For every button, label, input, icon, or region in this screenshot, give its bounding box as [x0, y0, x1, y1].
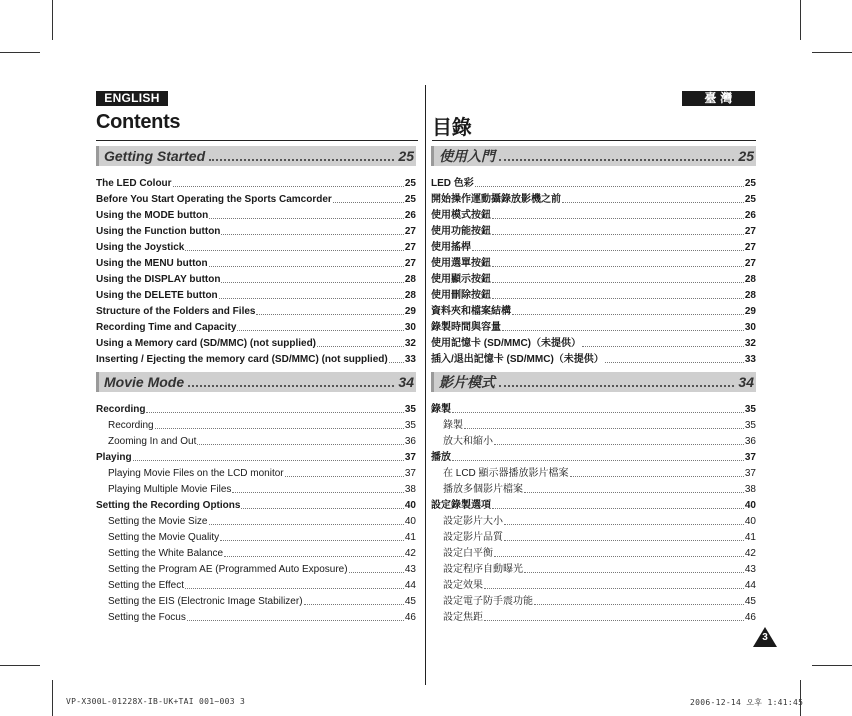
toc-entry-page: 27: [404, 242, 416, 253]
crop-mark: [0, 665, 40, 666]
toc-entry: [431, 318, 756, 334]
toc-entry-label: Using a Memory card (SD/MMC) (not supplied): [96, 338, 317, 349]
toc-entry-page: 29: [404, 306, 416, 317]
section-heading: [96, 146, 416, 166]
toc-entry: [431, 448, 756, 464]
dot-leader: [492, 508, 744, 509]
toc-entry: [431, 496, 756, 512]
dot-leader: [232, 492, 403, 493]
dot-leader: [502, 330, 744, 331]
dot-leader: [197, 444, 403, 445]
dot-leader: [333, 202, 404, 203]
toc-entry-label: 錄製時間與容量: [431, 322, 501, 333]
language-badge-english: ENGLISH: [96, 91, 168, 106]
toc-entry-label: Setting the Movie Size: [108, 516, 208, 527]
toc-entry: [96, 496, 416, 512]
toc-entry-label: Before You Start Operating the Sports Camcorder: [96, 194, 332, 205]
toc-entry: [96, 480, 416, 496]
toc-entry-label: Using the Joystick: [96, 242, 185, 253]
toc-entry-page: 46: [404, 612, 416, 623]
toc-entry-page: 25: [404, 194, 416, 205]
toc-entry: [431, 206, 756, 222]
toc-entry-page: 43: [744, 564, 756, 575]
toc-entry-label: 使用顯示按鈕: [431, 274, 491, 285]
toc-entry-page: 25: [744, 178, 756, 189]
dot-leader: [452, 412, 744, 413]
toc-entry-label: Setting the Focus: [108, 612, 186, 623]
footer-file-info: VP-X300L-01228X-IB-UK+TAI 001~003 3: [66, 697, 246, 706]
toc-entry-page: 46: [744, 612, 756, 623]
toc-entry-page: 25: [744, 194, 756, 205]
toc-entry-label: Using the DISPLAY button: [96, 274, 221, 285]
toc-entry-label: 設定影片大小: [443, 516, 503, 527]
toc-entry-page: 26: [404, 210, 416, 221]
toc-entry: [96, 560, 416, 576]
toc-entry-label: 使用記憶卡 (SD/MMC)（未提供）: [431, 338, 581, 349]
toc-entry-page: 28: [404, 274, 416, 285]
dot-leader: [209, 218, 404, 219]
toc-entry: [96, 190, 416, 206]
toc-entry: [96, 416, 416, 432]
toc-entry: [431, 190, 756, 206]
dot-leader: [494, 444, 744, 445]
dot-leader: [317, 346, 404, 347]
toc-entry: [96, 448, 416, 464]
section-heading: [431, 146, 756, 166]
toc-entry-page: 37: [404, 452, 416, 463]
toc-entry-page: 41: [744, 532, 756, 543]
toc-entry-label: 使用模式按鈕: [431, 210, 491, 221]
dot-leader: [155, 428, 404, 429]
toc-entry-page: 35: [404, 404, 416, 415]
toc-entry-page: 43: [404, 564, 416, 575]
dot-leader: [534, 604, 744, 605]
dot-leader: [605, 362, 744, 363]
toc-entry-page: 33: [404, 354, 416, 365]
toc-entry: [96, 302, 416, 318]
toc-entry-label: Structure of the Folders and Files: [96, 306, 256, 317]
toc-entry: [431, 174, 756, 190]
toc-entry-page: 27: [744, 242, 756, 253]
toc-entry-label: 播放多個影片檔案: [443, 484, 523, 495]
toc-entry: [431, 334, 756, 350]
toc-entry-page: 38: [404, 484, 416, 495]
toc-entry-label: 設定電子防手震功能: [443, 596, 533, 607]
toc-entry: [431, 560, 756, 576]
dot-leader: [492, 282, 744, 283]
toc-entry-page: 28: [744, 274, 756, 285]
section-heading: [431, 372, 756, 392]
dot-leader: [562, 202, 744, 203]
toc-entry-label: Playing: [96, 452, 132, 463]
dot-leader: [472, 250, 744, 251]
dot-leader: [452, 460, 744, 461]
toc-entry-label: 開始操作運動攝錄放影機之前: [431, 194, 561, 205]
toc-entry-page: 40: [404, 516, 416, 527]
page-title-chinese: 目錄: [432, 115, 472, 139]
dot-leader: [504, 524, 744, 525]
toc-entry: [431, 302, 756, 318]
dot-leader: [173, 186, 404, 187]
footer-timestamp: 2006-12-14 오후 1:41:45: [690, 698, 804, 707]
dot-leader: [209, 159, 394, 161]
toc-entry: [431, 592, 756, 608]
dot-leader: [499, 385, 734, 387]
toc-entry-page: 41: [404, 532, 416, 543]
toc-entry-page: 27: [404, 258, 416, 269]
crop-mark: [800, 0, 801, 40]
dot-leader: [304, 604, 404, 605]
section-page: 34: [738, 374, 754, 390]
toc-column-english: [96, 140, 416, 624]
crop-mark: [52, 680, 53, 716]
toc-entry: [96, 350, 416, 366]
crop-mark: [52, 0, 53, 40]
page-number: 3: [762, 632, 768, 643]
dot-leader: [524, 572, 744, 573]
section-title: 影片模式: [439, 374, 495, 390]
page-number-badge: [753, 627, 777, 647]
toc-entry: [96, 592, 416, 608]
toc-entry-page: 25: [404, 178, 416, 189]
toc-entry-page: 35: [744, 404, 756, 415]
toc-entry-label: Setting the Program AE (Programmed Auto Exposure): [108, 564, 348, 575]
toc-entry: [96, 206, 416, 222]
toc-entry-label: Setting the Effect: [108, 580, 184, 591]
toc-entry: [96, 286, 416, 302]
dot-leader: [504, 540, 744, 541]
column-divider: [425, 85, 426, 685]
dot-leader: [185, 250, 404, 251]
dot-leader: [582, 346, 744, 347]
toc-entry-page: 42: [744, 548, 756, 559]
dot-leader: [221, 234, 403, 235]
toc-entry: [431, 432, 756, 448]
toc-entry-label: 使用搖桿: [431, 242, 471, 253]
section-page: 25: [398, 148, 414, 164]
dot-leader: [484, 620, 744, 621]
toc-entry-page: 36: [744, 436, 756, 447]
dot-leader: [209, 266, 404, 267]
toc-entry-label: 設定影片品質: [443, 532, 503, 543]
section-title: 使用入門: [439, 148, 495, 164]
dot-leader: [209, 524, 404, 525]
toc-entry-page: 40: [744, 500, 756, 511]
toc-entry-label: The LED Colour: [96, 178, 172, 189]
toc-entry-page: 37: [404, 468, 416, 479]
toc-entry-page: 35: [404, 420, 416, 431]
dot-leader: [492, 234, 744, 235]
toc-entry-label: Inserting / Ejecting the memory card (SD/MMC) (not supplied): [96, 354, 388, 365]
toc-entry: [96, 512, 416, 528]
dot-leader: [185, 588, 404, 589]
toc-entry-page: 30: [404, 322, 416, 333]
toc-entry-page: 32: [744, 338, 756, 349]
dot-leader: [256, 314, 403, 315]
toc-entry-label: 設定白平衡: [443, 548, 493, 559]
toc-entry-page: 27: [744, 258, 756, 269]
toc-entry-label: Playing Multiple Movie Files: [108, 484, 232, 495]
toc-entry: [431, 576, 756, 592]
crop-mark: [0, 52, 40, 53]
toc-entry: [431, 480, 756, 496]
dot-leader: [146, 412, 403, 413]
toc-entry-label: Recording: [96, 404, 146, 415]
toc-entry-label: 設定焦距: [443, 612, 483, 623]
dot-leader: [241, 508, 403, 509]
toc-entry-label: Recording Time and Capacity: [96, 322, 237, 333]
toc-entry-page: 40: [404, 500, 416, 511]
toc-entry: [96, 254, 416, 270]
toc-entry: [431, 400, 756, 416]
dot-leader: [492, 266, 744, 267]
toc-entry: [96, 432, 416, 448]
toc-entry: [431, 238, 756, 254]
toc-entry-page: 35: [744, 420, 756, 431]
toc-entry: [96, 174, 416, 190]
toc-entry-label: Setting the Recording Options: [96, 500, 241, 511]
toc-entry-label: 資料夾和檔案結構: [431, 306, 511, 317]
dot-leader: [285, 476, 404, 477]
toc-entry: [96, 318, 416, 334]
dot-leader: [464, 428, 744, 429]
toc-entry-page: 29: [744, 306, 756, 317]
toc-entry-page: 28: [404, 290, 416, 301]
dot-leader: [133, 460, 404, 461]
page-title-english: Contents: [96, 111, 181, 133]
crop-mark: [812, 665, 852, 666]
dot-leader: [187, 620, 404, 621]
toc-entry-page: 45: [744, 596, 756, 607]
toc-entry: [96, 464, 416, 480]
toc-entry: [96, 238, 416, 254]
toc-entry-label: Using the MENU button: [96, 258, 208, 269]
toc-entry-label: Setting the Movie Quality: [108, 532, 220, 543]
toc-entry-label: LED 色彩: [431, 178, 474, 189]
toc-entry-page: 37: [744, 468, 756, 479]
toc-entry-page: 36: [404, 436, 416, 447]
toc-entry-page: 44: [744, 580, 756, 591]
toc-entry: [96, 270, 416, 286]
dot-leader: [570, 476, 744, 477]
dot-leader: [237, 330, 403, 331]
toc-entry-label: 放大和縮小: [443, 436, 493, 447]
toc-entry-label: Setting the White Balance: [108, 548, 224, 559]
toc-entry-page: 27: [404, 226, 416, 237]
toc-entry-label: 設定程序自動曝光: [443, 564, 523, 575]
dot-leader: [389, 362, 404, 363]
dot-leader: [220, 540, 404, 541]
toc-entry: [96, 222, 416, 238]
toc-entry-page: 32: [404, 338, 416, 349]
toc-entry-page: 44: [404, 580, 416, 591]
crop-mark: [812, 52, 852, 53]
section-page: 34: [398, 374, 414, 390]
toc-entry-label: 設定錄製選項: [431, 500, 491, 511]
toc-entry: [96, 400, 416, 416]
toc-entry: [431, 222, 756, 238]
toc-entry: [96, 544, 416, 560]
toc-entry-page: 45: [404, 596, 416, 607]
toc-entry-label: Using the MODE button: [96, 210, 209, 221]
toc-entry-page: 42: [404, 548, 416, 559]
toc-entry: [431, 544, 756, 560]
toc-entry-label: 在 LCD 顯示器播放影片檔案: [443, 468, 569, 479]
toc-entry-label: 錄製: [443, 420, 463, 431]
toc-entry: [431, 254, 756, 270]
toc-column-chinese: [431, 140, 756, 624]
toc-entry-page: 40: [744, 516, 756, 527]
dot-leader: [188, 385, 394, 387]
toc-entry-label: Using the DELETE button: [96, 290, 218, 301]
toc-entry-page: 27: [744, 226, 756, 237]
toc-entry-label: Zooming In and Out: [108, 436, 197, 447]
toc-entry-page: 28: [744, 290, 756, 301]
toc-entry-page: 33: [744, 354, 756, 365]
dot-leader: [475, 186, 744, 187]
toc-entry: [431, 286, 756, 302]
language-badge-taiwan: 臺 灣: [682, 91, 755, 106]
toc-entry-label: 插入/退出記憶卡 (SD/MMC)（未提供）: [431, 354, 604, 365]
dot-leader: [221, 282, 403, 283]
toc-entry-label: 錄製: [431, 404, 451, 415]
toc-entry-label: 設定效果: [443, 580, 483, 591]
toc-entry: [96, 576, 416, 592]
toc-entry-label: 使用功能按鈕: [431, 226, 491, 237]
dot-leader: [349, 572, 404, 573]
toc-entry-label: Playing Movie Files on the LCD monitor: [108, 468, 284, 479]
dot-leader: [492, 298, 744, 299]
section-heading: [96, 372, 416, 392]
dot-leader: [494, 556, 744, 557]
toc-entry-page: 37: [744, 452, 756, 463]
toc-entry-page: 38: [744, 484, 756, 495]
toc-entry: [431, 350, 756, 366]
dot-leader: [499, 159, 734, 161]
section-page: 25: [738, 148, 754, 164]
toc-entry: [431, 608, 756, 624]
toc-entry-label: Using the Function button: [96, 226, 221, 237]
toc-entry-page: 26: [744, 210, 756, 221]
toc-entry-label: Recording: [108, 420, 154, 431]
toc-entry: [431, 528, 756, 544]
dot-leader: [524, 492, 744, 493]
toc-entry-label: Setting the EIS (Electronic Image Stabilizer): [108, 596, 303, 607]
dot-leader: [512, 314, 744, 315]
dot-leader: [492, 218, 744, 219]
toc-entry: [431, 464, 756, 480]
toc-entry-page: 30: [744, 322, 756, 333]
toc-entry: [431, 416, 756, 432]
toc-entry: [431, 512, 756, 528]
dot-leader: [484, 588, 744, 589]
toc-entry: [96, 334, 416, 350]
toc-entry-label: 使用刪除按鈕: [431, 290, 491, 301]
section-title: Getting Started: [104, 148, 206, 164]
toc-entry-label: 使用選單按鈕: [431, 258, 491, 269]
dot-leader: [224, 556, 404, 557]
toc-entry-label: 播放: [431, 452, 451, 463]
section-title: Movie Mode: [104, 374, 185, 390]
toc-entry: [431, 270, 756, 286]
dot-leader: [219, 298, 404, 299]
toc-entry: [96, 608, 416, 624]
toc-entry: [96, 528, 416, 544]
